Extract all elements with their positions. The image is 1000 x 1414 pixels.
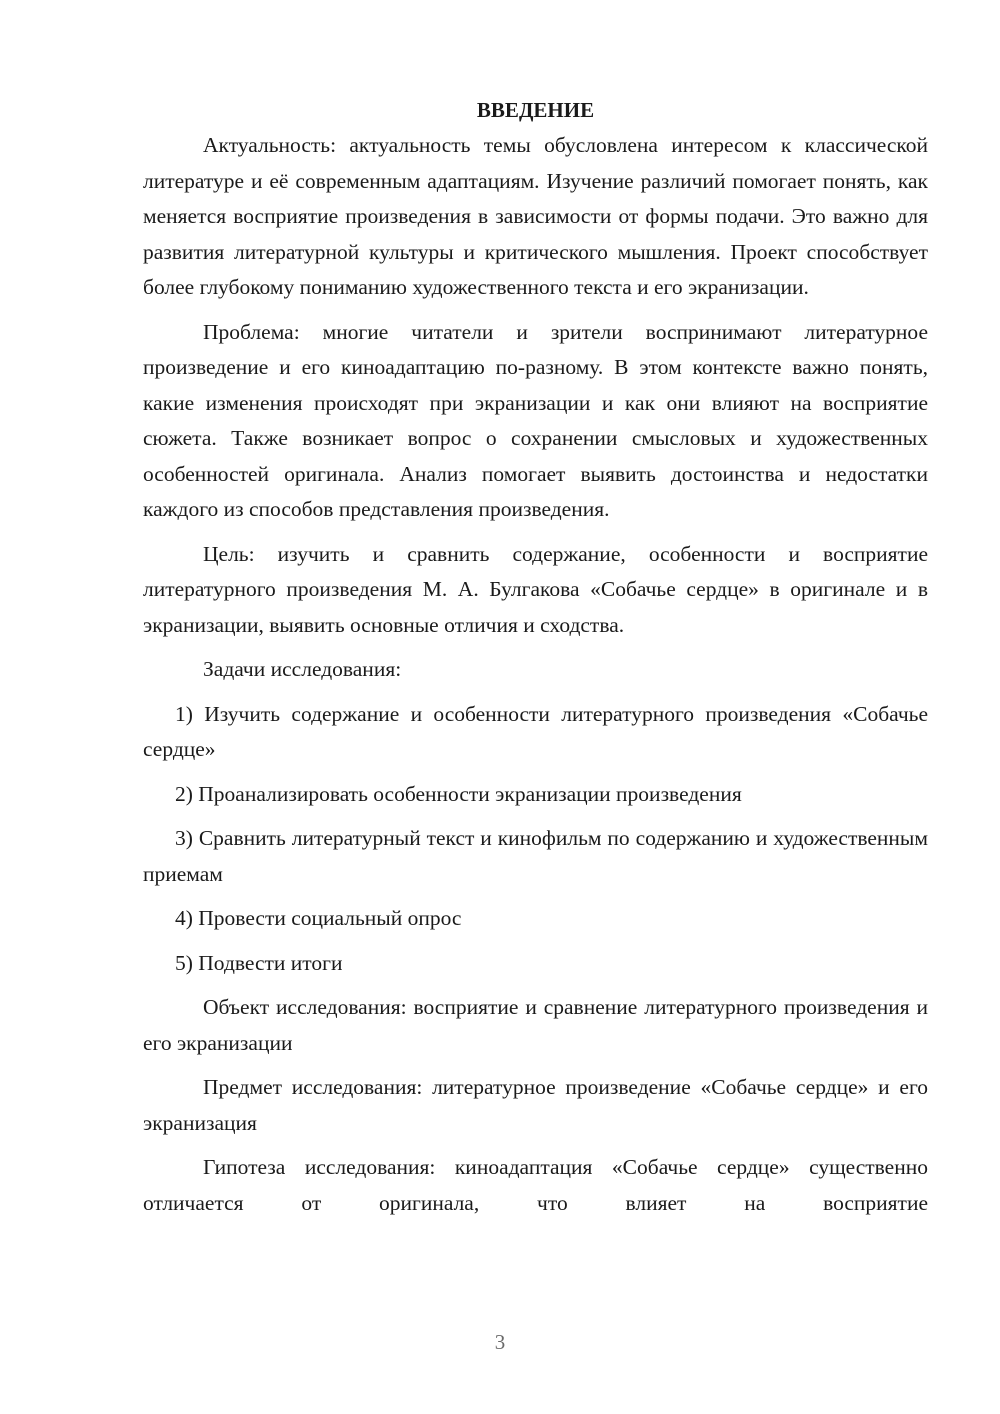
- task-item-5: 5) Подвести итоги: [175, 950, 343, 975]
- paragraph-problem: Проблема: многие читатели и зрители воспринимают литературное произведение и его киноадаптацию по-разному. В этом контексте важно понять, какие изменения происходят при экранизации и как они влияют на восприятие сюжета. Также возникает вопрос о сохранении смысловых и художественных особенностей оригинала. Анализ помогает выявить достоинства и недостатки каждого из способов представления произведения.: [143, 319, 928, 521]
- paragraph-relevance: Актуальность: актуальность темы обусловлена интересом к классической литературе и её современным адаптациям. Изучение различий помогает понять, как меняется восприятие произведения в зависимости от формы подачи. Это важно для развития литературной культуры и критического мышления. Проект способствует более глубокому пониманию художественного текста и его экранизации.: [143, 133, 928, 299]
- tasks-heading: Задачи исследования:: [203, 657, 402, 681]
- task-item-2: 2) Проанализировать особенности экранизации произведения: [175, 781, 742, 806]
- page-title: ВВЕДЕНИЕ: [476, 98, 595, 122]
- paragraph-goal: Цель: изучить и сравнить содержание, особенности и восприятие литературного произведения М. А. Булгакова «Собачье сердце» в оригинале и в экранизации, выявить основные отличия и сходства.: [143, 541, 928, 637]
- paragraph-hypothesis: Гипотеза исследования: киноадаптация «Собачье сердце» существенно отличается от оригинала, что влияет на восприятие: [143, 1155, 928, 1215]
- paragraph-subject: Предмет исследования: литературное произведение «Собачье сердце» и его экранизация: [143, 1075, 928, 1135]
- document-page: [143, 93, 928, 1230]
- task-item-3: 3) Сравнить литературный текст и кинофильм по содержанию и художественным приемам: [143, 826, 928, 886]
- task-item-1: 1) Изучить содержание и особенности литературного произведения «Собачье сердце»: [143, 701, 928, 761]
- task-item-4: 4) Провести социальный опрос: [175, 906, 462, 930]
- page-number: 3: [494, 1330, 506, 1354]
- paragraph-object: Объект исследования: восприятие и сравнение литературного произведения и его экранизации: [143, 995, 928, 1055]
